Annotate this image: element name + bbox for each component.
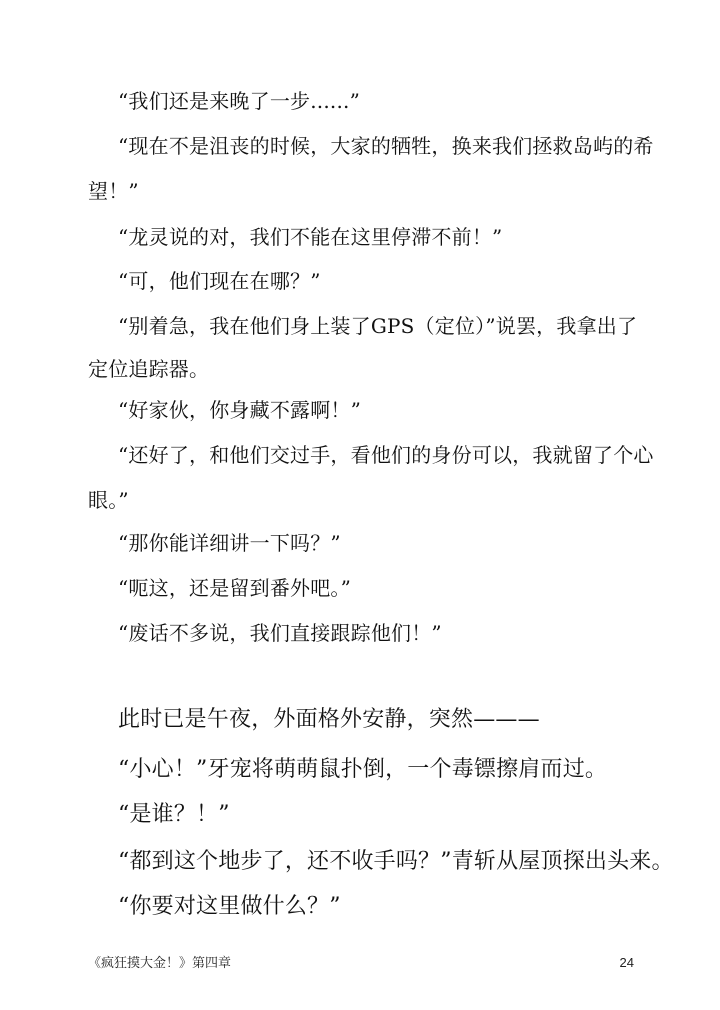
paragraph-line: 定位追踪器。: [88, 357, 210, 381]
paragraph-line: “别着急，我在他们身上装了GPS（定位）”说罢，我拿出了: [118, 314, 638, 338]
paragraph-line: “还好了，和他们交过手，看他们的身份可以，我就留了个心: [118, 443, 654, 467]
paragraph-line: “那你能详细讲一下吗？”: [118, 531, 341, 555]
paragraph-line: “龙灵说的对，我们不能在这里停滞不前！”: [118, 225, 503, 249]
paragraph-line: 此时已是午夜，外面格外安静，突然———: [118, 707, 540, 732]
paragraph-line: “好家伙，你身藏不露啊！”: [118, 398, 362, 422]
footer-chapter-title: 《疯狂摸大金！》第四章: [88, 955, 232, 970]
paragraph-line: 望！”: [88, 179, 139, 203]
paragraph-line: “废话不多说，我们直接跟踪他们！”: [118, 621, 442, 645]
paragraph-line: “是谁？！”: [118, 802, 230, 827]
paragraph-line: “可，他们现在在哪？”: [118, 269, 321, 293]
paragraph-line: “我们还是来晚了一步......”: [118, 89, 360, 113]
footer-page-number: 24: [619, 955, 634, 970]
paragraph-line: “你要对这里做什么？”: [118, 894, 341, 919]
paragraph-line: “小心！”牙宠将萌萌鼠扑倒，一个毒镖擦肩而过。: [118, 757, 608, 782]
paragraph-line: “现在不是沮丧的时候，大家的牺牲，换来我们拯救岛屿的希: [118, 134, 654, 158]
paragraph-line: 眼。”: [88, 488, 129, 512]
paragraph-line: “呃这，还是留到番外吧。”: [118, 576, 352, 600]
paragraph-line: “都到这个地步了，还不收手吗？”青斩从屋顶探出头来。: [118, 849, 674, 874]
